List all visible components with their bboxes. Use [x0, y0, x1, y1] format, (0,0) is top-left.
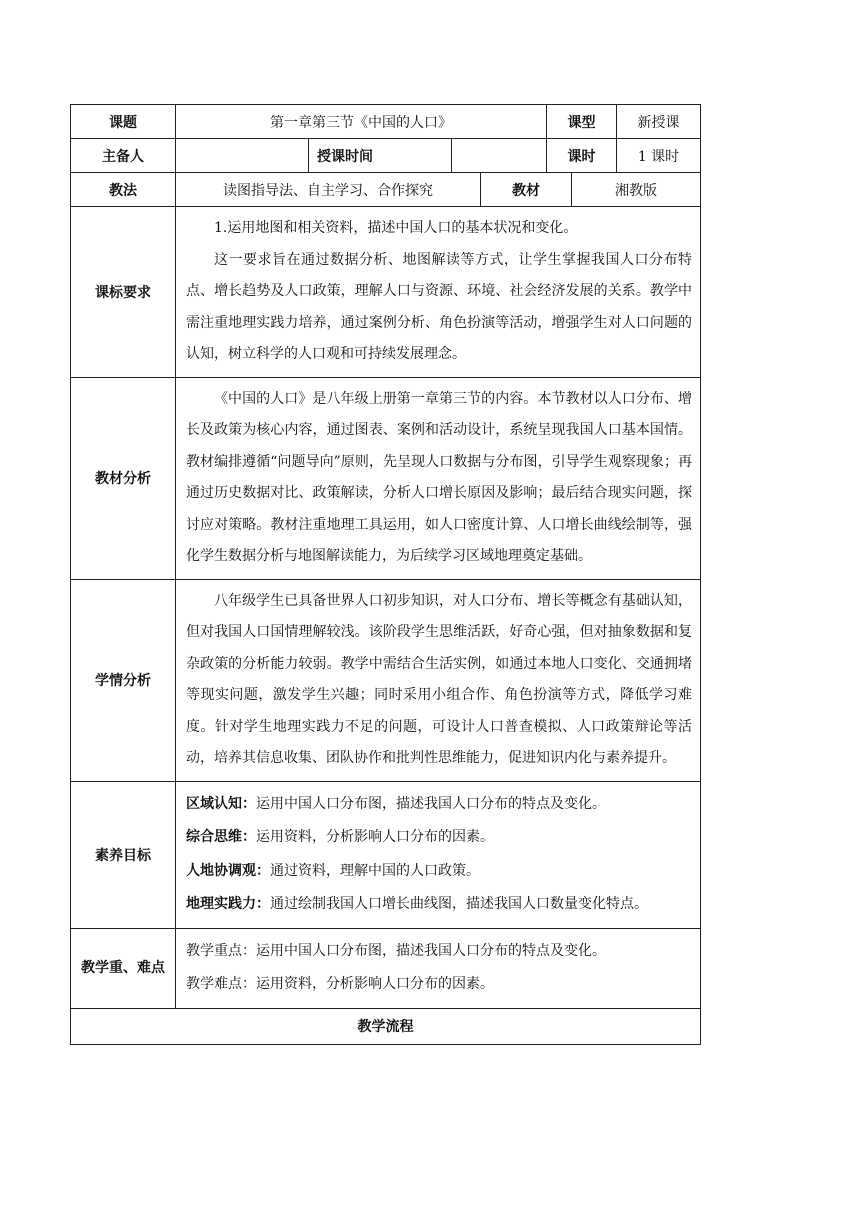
- method-value: 读图指导法、自主学习、合作探究: [176, 173, 481, 207]
- textbook-label: 教材: [481, 173, 572, 207]
- goal-title: 人地协调观：: [186, 862, 270, 879]
- goal-title: 综合思维：: [186, 829, 256, 845]
- hours-value: 1 课时: [617, 139, 701, 173]
- teaching-focus: 教学重点：运用中国人口分布图，描述我国人口分布的特点及变化。: [186, 942, 606, 959]
- goal-text: 通过绘制我国人口增长曲线图，描述我国人口数量变化特点。: [270, 896, 648, 912]
- preparer-row: [71, 139, 701, 173]
- standards-row: [71, 207, 701, 378]
- goal-title: 区域认知：: [186, 795, 256, 812]
- goal-text: 通过资料，理解中国的人口政策。: [270, 862, 480, 879]
- key-points-row: [71, 928, 701, 1008]
- key-points-content: [176, 928, 701, 1008]
- goal-title: 地理实践力：: [186, 896, 270, 912]
- method-row: [71, 173, 701, 207]
- textbook-value: 湘教版: [572, 173, 701, 207]
- goals-row: [71, 781, 701, 928]
- textbook-analysis-text: 《中国的人口》是八年级上册第一章第三节的内容。本节教材以人口分布、增长及政策为核心内容，通过图表、案例和活动设计，系统呈现我国人口基本国情。教材编排遵循“问题导向”原则，先呈现人口数据与分布图，引导学生观察现象；再通过历史数据对比、政策解读，分析人口增长原因及影响；最后结合现实问题，探讨应对策略。教材注重地理工具运用，如人口密度计算、人口增长曲线绘制等，强化学生数据分析与地图解读能力，为后续学习区域地理奠定基础。: [186, 390, 692, 564]
- time-label: 授课时间: [309, 139, 452, 173]
- standards-label: 课标要求: [71, 207, 176, 378]
- teaching-difficulty: 教学难点：运用资料，分析影响人口分布的因素。: [186, 976, 494, 992]
- standards-content: [176, 207, 701, 378]
- goal-text: 运用中国人口分布图，描述我国人口分布的特点及变化。: [256, 795, 606, 812]
- standards-paragraph: 1.运用地图和相关资料，描述中国人口的基本状况和变化。: [214, 220, 578, 236]
- goal-item: [186, 821, 692, 855]
- goals-label: 素养目标: [71, 781, 176, 928]
- goal-item: [186, 888, 692, 922]
- student-analysis-label: 学情分析: [71, 579, 176, 781]
- student-analysis-row: [71, 579, 701, 781]
- goal-item: [186, 788, 692, 822]
- goal-item: [186, 855, 692, 889]
- type-value: 新授课: [617, 105, 701, 139]
- time-value: [452, 139, 547, 173]
- goal-text: 运用资料，分析影响人口分布的因素。: [256, 829, 494, 845]
- type-label: 课型: [547, 105, 617, 139]
- textbook-analysis-content: [176, 377, 701, 579]
- topic-value: 第一章第三节《中国的人口》: [176, 105, 547, 139]
- teaching-flow-heading: 教学流程: [71, 1008, 701, 1044]
- goals-content: [176, 781, 701, 928]
- preparer-value: [176, 139, 309, 173]
- standards-paragraph: 这一要求旨在通过数据分析、地图解读等方式，让学生掌握我国人口分布特点、增长趋势及人口政策，理解人口与资源、环境、社会经济发展的关系。教学中需注重地理实践力培养，通过案例分析、角色扮演等活动，增强学生对人口问题的认知，树立科学的人口观和可持续发展理念。: [186, 251, 692, 362]
- preparer-label: 主备人: [71, 139, 176, 173]
- method-label: 教法: [71, 173, 176, 207]
- flow-row: [71, 1008, 701, 1044]
- topic-label: 课题: [71, 105, 176, 139]
- hours-label: 课时: [547, 139, 617, 173]
- topic-row: [71, 105, 701, 139]
- student-analysis-text: 八年级学生已具备世界人口初步知识，对人口分布、增长等概念有基础认知，但对我国人口国情理解较浅。该阶段学生思维活跃，好奇心强，但对抽象数据和复杂政策的分析能力较弱。教学中需结合生活实例，如通过本地人口变化、交通拥堵等现实问题，激发学生兴趣；同时采用小组合作、角色扮演等方式，降低学习难度。针对学生地理实践力不足的问题，可设计人口普查模拟、人口政策辩论等活动，培养其信息收集、团队协作和批判性思维能力，促进知识内化与素养提升。: [186, 592, 692, 766]
- lesson-plan-table: [70, 104, 701, 1045]
- student-analysis-content: [176, 579, 701, 781]
- textbook-analysis-row: [71, 377, 701, 579]
- textbook-analysis-label: 教材分析: [71, 377, 176, 579]
- key-points-label: 教学重、难点: [71, 928, 176, 1008]
